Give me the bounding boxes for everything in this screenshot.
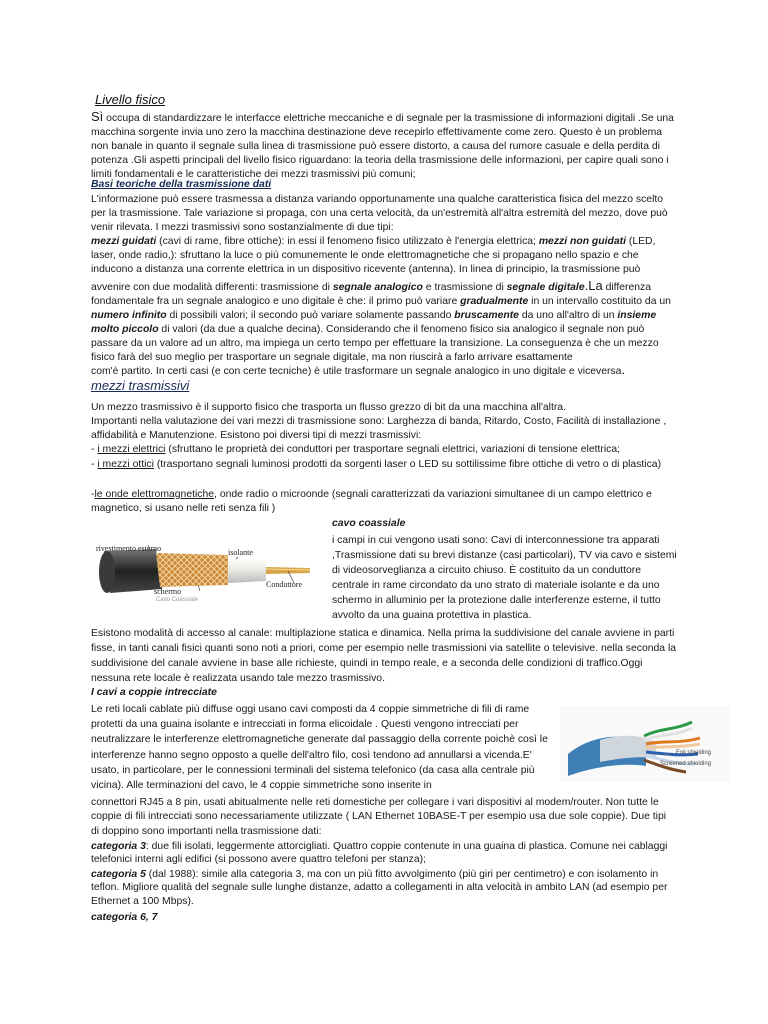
text-span: , onde radio o microonde (segnali caratterizzati da variazioni simultanee di un campo elettrico e magnetico, si usano nelle reti senza fili ) — [91, 489, 652, 515]
term-segnale-analogico: segnale analogico — [332, 282, 423, 293]
term-numero-infinito: numero infinito — [91, 310, 167, 322]
heading-cavo-coassiale: cavo coassiale — [332, 518, 406, 529]
paragraph-coppie-1: Le reti locali cablate più diffuse oggi usano cavi composti da 4 coppie simmetriche di fili di rame protetti da una guaina isolante e intrecciati in forma elicoidale . Questi vengono intrecciati per neutralizzare le interferenze elettromagnetiche generate dal passaggio della corrente poichè così le interferenze hanno segno opposto a quelle dell'altro filo, così tendono ad annullarsi a vicenda.E' usato, in particolare, per le connessioni terminali del sistema telefonico (da casa alla centrale più vicina). Alle terminazioni del cavo, le 4 coppie simmetriche sono inserite in — [91, 704, 548, 792]
paragraph-cavo-coassiale: i campi in cui vengono usati sono: Cavi di interconnessione tra apparati ,Trasmissione dati su brevi distanze (casi particolari), TV via cavo e sistemi di videosorveglianza a circuito chiuso. È costituito da un conduttore centrale in rame circondato da uno strato di materiale isolante e da uno schermo in alluminio per la protezione dalle interferenze esterne, il tutto avvolto da una guaina protettiva in plastica. — [332, 535, 677, 622]
heading-basi-teoriche: Basi teoriche della trasmissione dati — [91, 179, 272, 190]
paragraph-basi-2 — [91, 235, 677, 277]
paragraph-categoria-3 — [91, 840, 677, 867]
text-span: (cavi di rame, fibre ottiche): in essi il fenomeno fisico utilizzato è l'energia elettrica; — [156, 236, 539, 247]
paragraph-categoria-5 — [91, 868, 677, 908]
text-span: avvenire con due modalità differenti: trasmissione di — [91, 282, 333, 293]
list-item-mezzi-ottici — [91, 458, 677, 472]
drop-word: Sì — [91, 109, 104, 124]
text-span: differenza fondamentale fra un segnale analogico e uno digitale è che: il primo può variare — [91, 282, 652, 308]
term-segnale-digitale: segnale digitale — [506, 282, 585, 293]
paragraph-categoria-6-7 — [91, 911, 677, 925]
term-categoria-6-7: categoria 6, 7 — [91, 912, 158, 923]
paragraph-livello-fisico — [91, 110, 677, 182]
twisted-pair-cable-icon — [560, 706, 730, 782]
text-span: .La — [584, 278, 603, 293]
text-span: com'è partito. In certi casi (e con certe tecniche) è utile trasformare un segnale analogico in uno digitale e viceversa — [91, 366, 622, 377]
term-mezzi-elettrici: i mezzi elettrici — [97, 444, 166, 455]
term-mezzi-guidati: mezzi guidati — [91, 236, 157, 247]
text-span: da uno all'altro di un — [518, 310, 618, 322]
coaxial-cable-figure — [88, 527, 324, 607]
paragraph-multiplazione: Esistono modalità di accesso al canale: multiplazione statica e dinamica. Nella prima la suddivisione del canale avviene in parti fisse, in tanti canali fisici quanti sono noti a priori, come per esempio nelle trasmissioni via satellite o televisive. nella seconda la suddivisione del canale avviene in base alle richieste, quindi in tempo reale, e a seconda delle condizioni di traffico.Oggi nessuna rete locale è realizzata usando tale mezzo trasmissivo. — [91, 628, 677, 685]
paragraph-text: occupa di standardizzare le interfacce elettriche meccaniche e di segnale per la trasmissione di informazioni digitali .Se una macchina sorgente invia uno zero la macchina destinazione deve recepirlo effettivamente come zero. Questo è un problema non banale in quanto il segnale sulla linea di trasmissione può essere distorto, a causa del rumore casuale e della perdita di potenza .Gli aspetti principali del livello fisico riguardano: la teoria della trasmissione delle informazioni, per capire quali sono i limiti fondamentali e le caratteristiche dei mezzi trasmissivi più comuni; — [91, 113, 674, 181]
paragraph-coppie-2: connettori RJ45 a 8 pin, usati abitualmente nelle reti domestiche per collegare i vari dispositivi al modem/router. Non tutte le coppie di fili intrecciati sono necessariamente utilizzate ( LAN Ethernet 10BASE-T per esempio usa due sole coppie). Due tipi di doppino sono importanti nella trasmissione dati: — [91, 797, 667, 837]
coax-caption: Cavo Coassiale — [156, 597, 199, 603]
text-span: - — [91, 489, 95, 500]
coaxial-cable-icon — [88, 527, 324, 607]
paragraph-mezzi-2: Importanti nella valutazione dei vari mezzi di trasmissione sono: Larghezza di banda, Ritardo, Costo, Facilità di installazione , affidabilità e Manutenzione. Esistono poi diversi tipi di mezzi trasmissivi: — [91, 416, 667, 442]
paragraph-basi-1: L'informazione può essere trasmessa a distanza variando opportunamente una qualche caratteristica fisica del mezzo scelto per la trasmissione. Tale variazione si propaga, con una certa velocità, da un'estremità all'altra estremità del mezzo, dove può venir rilevata. I mezzi trasmissivi sono sostanzialmente di due tipi: — [91, 194, 668, 234]
term-onde-elettromagnetiche: le onde elettromagnetiche — [94, 489, 215, 500]
twisted-label-foil: Foil shielding — [676, 750, 712, 756]
term-mezzi-ottici: i mezzi ottici — [97, 459, 154, 470]
paragraph-mezzi-1: Un mezzo trasmissivo è il supporto fisico che trasporta un flusso grezzo di bit da una macchina all'altra. — [91, 402, 566, 413]
term-insieme-piccolo: insieme molto piccolo — [91, 310, 657, 336]
text-span: in un intervallo costituito da un — [528, 296, 671, 308]
term-categoria-5: categoria 5 — [91, 869, 146, 880]
list-item-mezzi-elettrici — [91, 443, 677, 457]
term-bruscamente: bruscamente — [454, 310, 519, 322]
heading-coppie-intrecciate: I cavi a coppie intrecciate — [91, 687, 217, 698]
heading-livello-fisico: Livello fisico — [95, 92, 166, 107]
twisted-label-screened: Screened shielding — [660, 761, 712, 767]
text-span: - — [91, 444, 98, 455]
coax-label-conductor: Conduttore — [266, 580, 302, 589]
paragraph-basi-4 — [91, 363, 677, 379]
twisted-pair-figure — [560, 706, 730, 782]
text-span: di possibili valori; il secondo può variare solamente passando — [166, 310, 455, 322]
text-span: : due fili isolati, leggermente attorcigliati. Quattro coppie contenute in una guaina di plastica. Comune nei cablaggi telefonici interni agli edifici (si possono avere quattro telefoni per stanza); — [91, 841, 668, 866]
text-span: . — [621, 362, 626, 377]
text-span: e trasmissione di — [422, 282, 507, 293]
text-span: di valori (da due a qualche decina). Considerando che il fenomeno fisico sia analogico il segnale non può passare da un valore ad un altro, ma impiega un certo tempo per effettuare la transizione. La conseguenza è che un mezzo fisico farà del suo meglio per trasportare un segnale digitale, ma non riuscirà a farlo arrivare esattamente — [91, 324, 659, 364]
term-gradualmente: gradualmente — [460, 296, 529, 308]
list-item-onde-elettromagnetiche — [91, 488, 677, 516]
coax-label-insulator: isolante — [228, 548, 253, 557]
text-span: (trasportano segnali luminosi prodotti da sorgenti laser o LED su sottilissime fibre ottiche di vetro o di plastica) — [153, 459, 662, 470]
text-span: (LED, laser, onde radio,): sfruttano la luce o più comunemente le onde elettromagnetiche che si propagano nello spazio e che inducono a distanza una corrente elettrica in un dispositivo ricevente (antenna). In linea di principio, la trasmissione può — [91, 236, 656, 276]
coax-label-shield: schermo — [154, 587, 182, 596]
text-span: (dal 1988): simile alla categoria 3, ma con un più fitto avvolgimento (più giri per centimetro) e con isolamento in teflon. Migliore qualità del segnale sulle lunghe distanze, adatto a collegamenti in alta velocità in ambito LAN (ad esempio per Ethernet a 100 Mbps). — [91, 869, 668, 907]
text-span: - — [91, 459, 98, 470]
term-mezzi-non-guidati: mezzi non guidati — [538, 236, 626, 247]
term-categoria-3: categoria 3 — [91, 841, 146, 852]
coax-label-outer: rivestimento esterno — [96, 544, 162, 553]
paragraph-basi-3 — [91, 279, 677, 366]
text-span: (sfruttano le proprietà dei conduttori per trasportare segnali elettrici, variazioni di tensione elettrica; — [165, 444, 621, 455]
heading-mezzi-trasmissivi: mezzi trasmissivi — [91, 378, 190, 393]
